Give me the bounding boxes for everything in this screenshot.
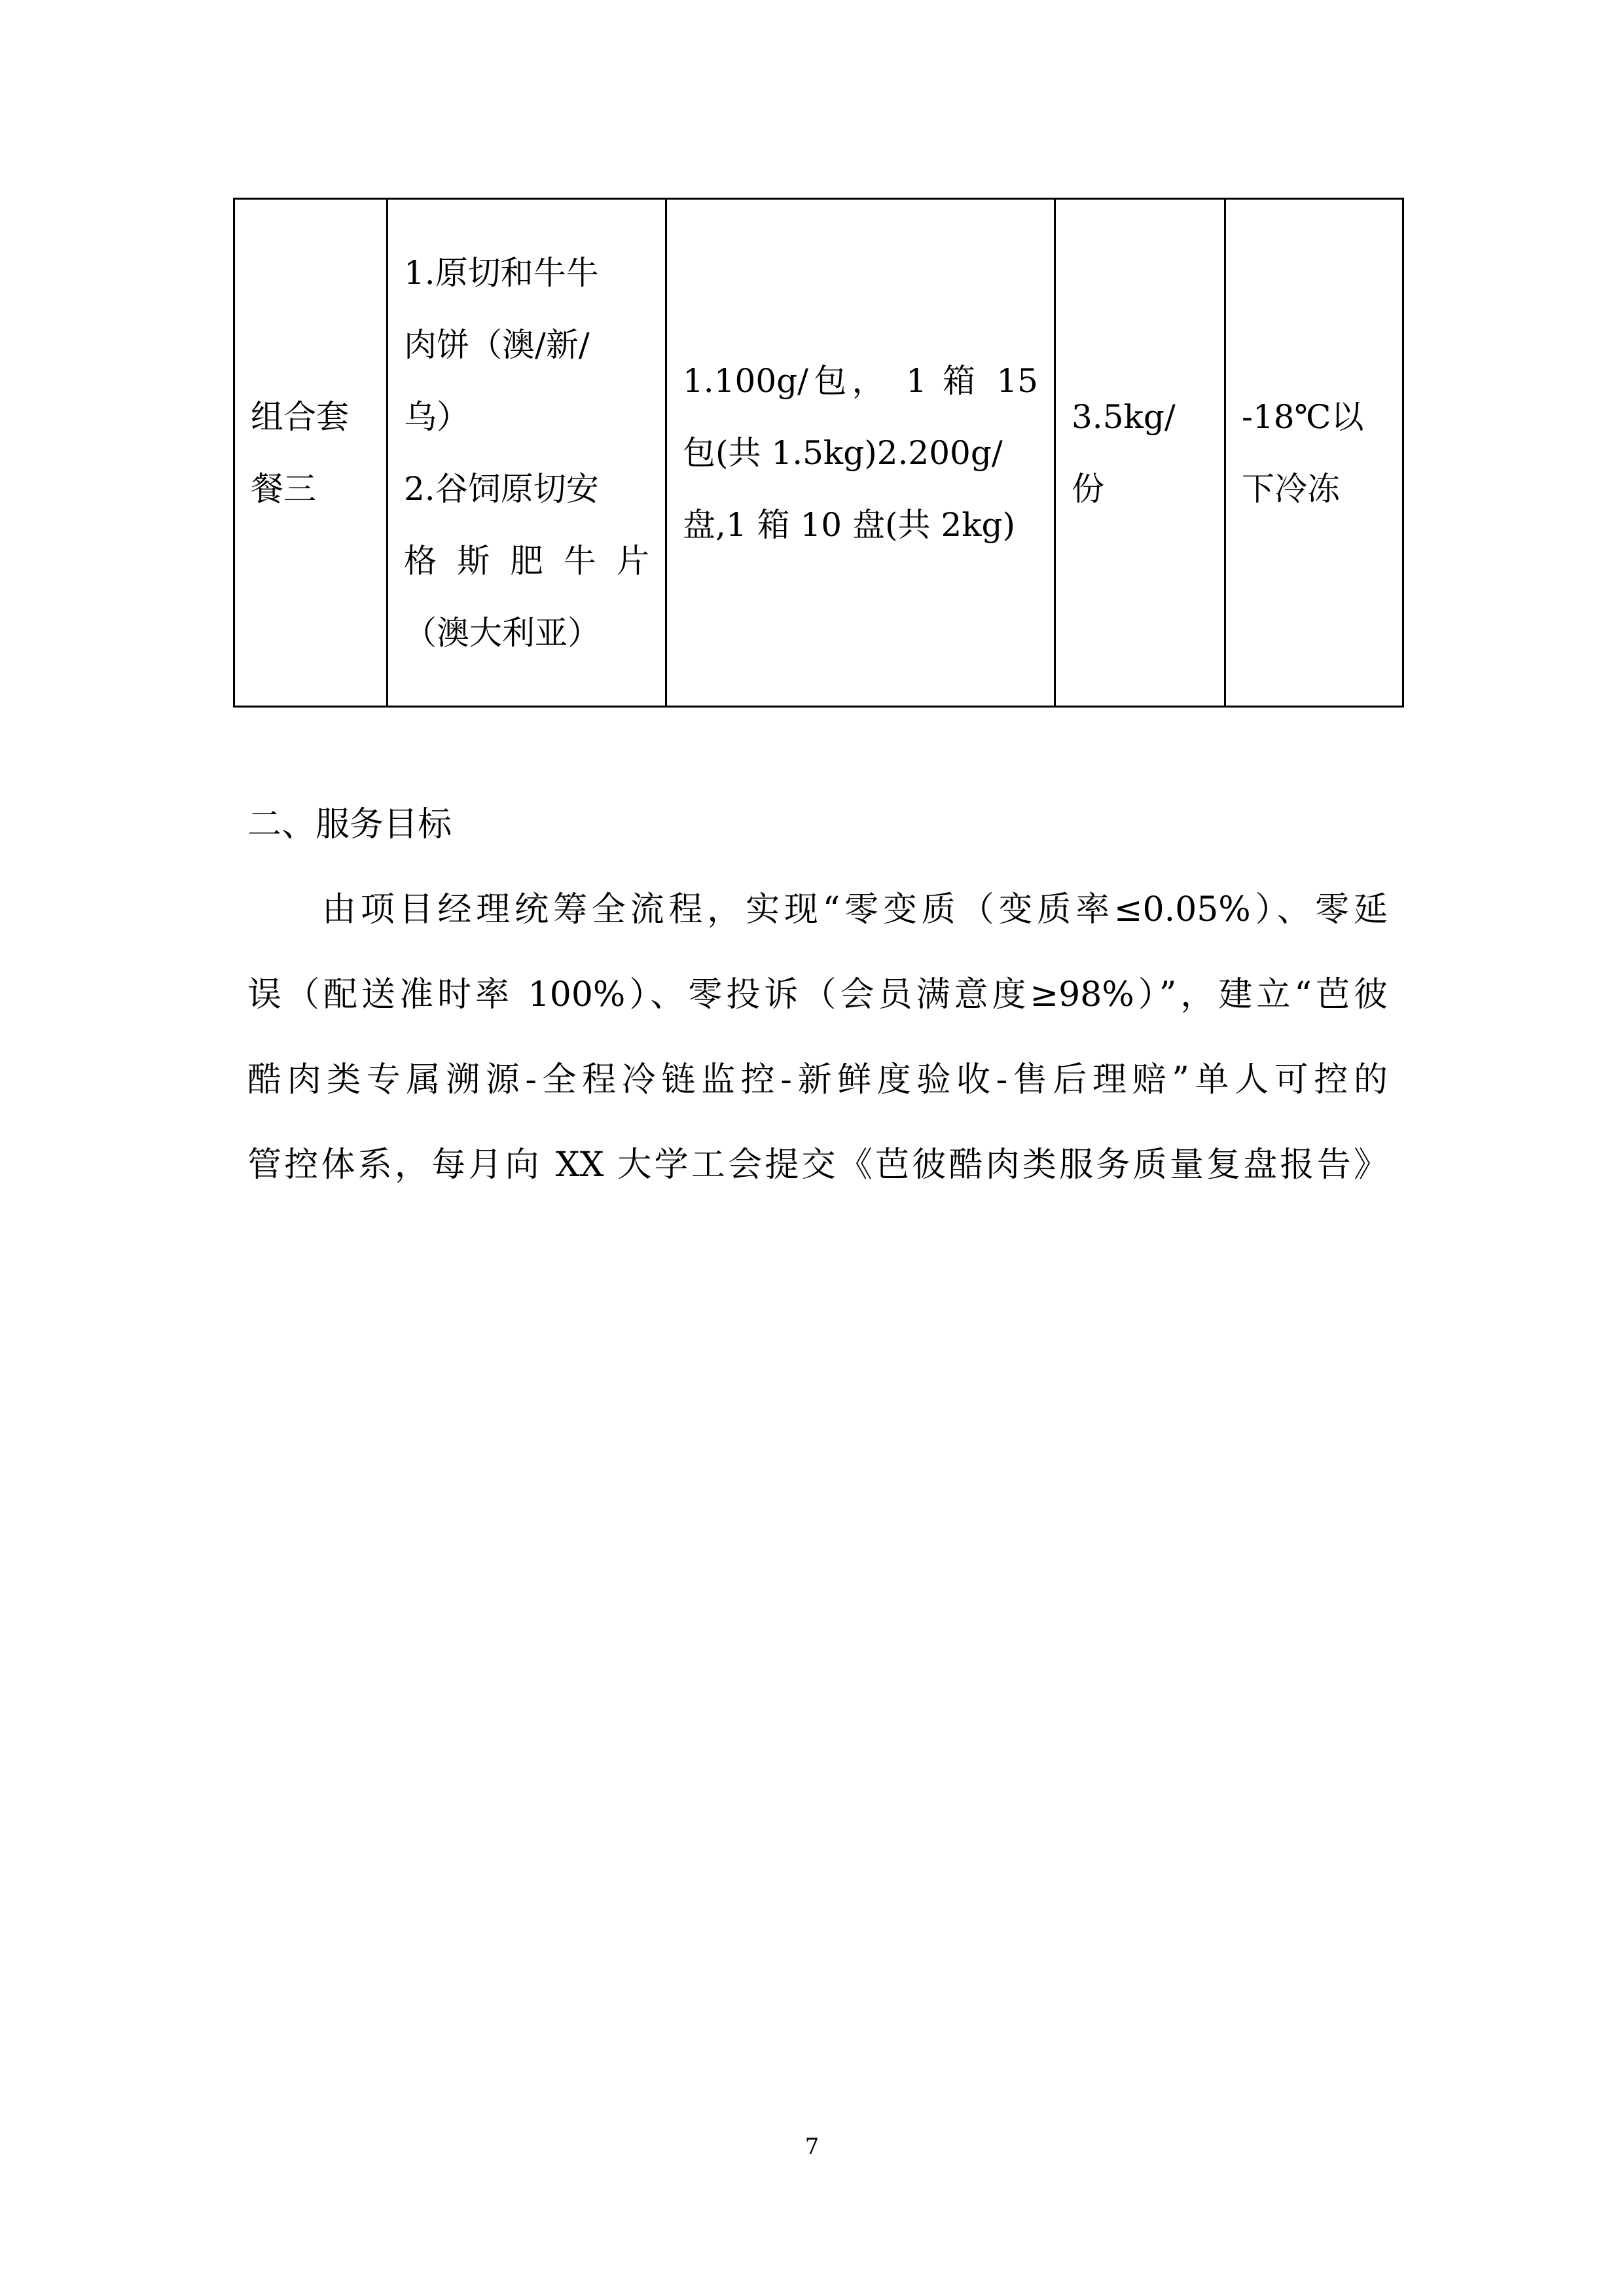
spec-line: 1.100g/包， 1 箱 15 xyxy=(683,361,1038,400)
storage-condition-cell xyxy=(1225,199,1403,707)
package-spec-cell xyxy=(666,199,1055,707)
weight-line: 份 xyxy=(1072,469,1104,508)
storage-line: 下冷冻 xyxy=(1242,469,1340,508)
contents-line: 2.谷饲原切安 xyxy=(404,469,599,508)
table-row xyxy=(234,199,1403,707)
page-number: 7 xyxy=(804,2134,820,2160)
paragraph-line: 由项目经理统筹全流程，实现“零变质（变质率≤0.05%）、零延 xyxy=(322,890,1388,929)
package-name-line: 餐三 xyxy=(251,469,316,508)
service-goal-paragraph xyxy=(247,867,1388,1208)
package-name-cell xyxy=(234,199,388,707)
spec-line: 包(共 1.5kg)2.200g/ xyxy=(683,433,1003,472)
contents-line: 1.原切和牛牛 xyxy=(404,253,599,292)
section-heading: 二、服务目标 xyxy=(247,805,452,844)
spec-line: 盘,1 箱 10 盘(共 2kg) xyxy=(683,505,1016,544)
paragraph-line: 酷肉类专属溯源-全程冷链监控-新鲜度验收-售后理赔”单人可控的 xyxy=(247,1060,1388,1100)
package-name-line: 组合套 xyxy=(251,397,349,436)
contents-line: 乌） xyxy=(404,397,469,436)
contents-line: 肉饼（澳/新/ xyxy=(404,325,590,364)
paragraph-line: 误（配送准时率 100%）、零投诉（会员满意度≥98%）”，建立“芭彼 xyxy=(247,975,1388,1014)
contents-line: （澳大利亚） xyxy=(404,613,600,652)
weight-line: 3.5kg/ xyxy=(1072,397,1176,436)
package-contents-cell xyxy=(388,199,666,707)
product-spec-table xyxy=(233,198,1404,708)
contents-line: 格斯肥牛片 xyxy=(404,541,649,580)
paragraph-line: 管控体系，每月向 XX 大学工会提交《芭彼酷肉类服务质量复盘报告》 xyxy=(247,1145,1388,1185)
storage-line: -18℃以 xyxy=(1242,397,1364,436)
package-weight-cell xyxy=(1055,199,1225,707)
